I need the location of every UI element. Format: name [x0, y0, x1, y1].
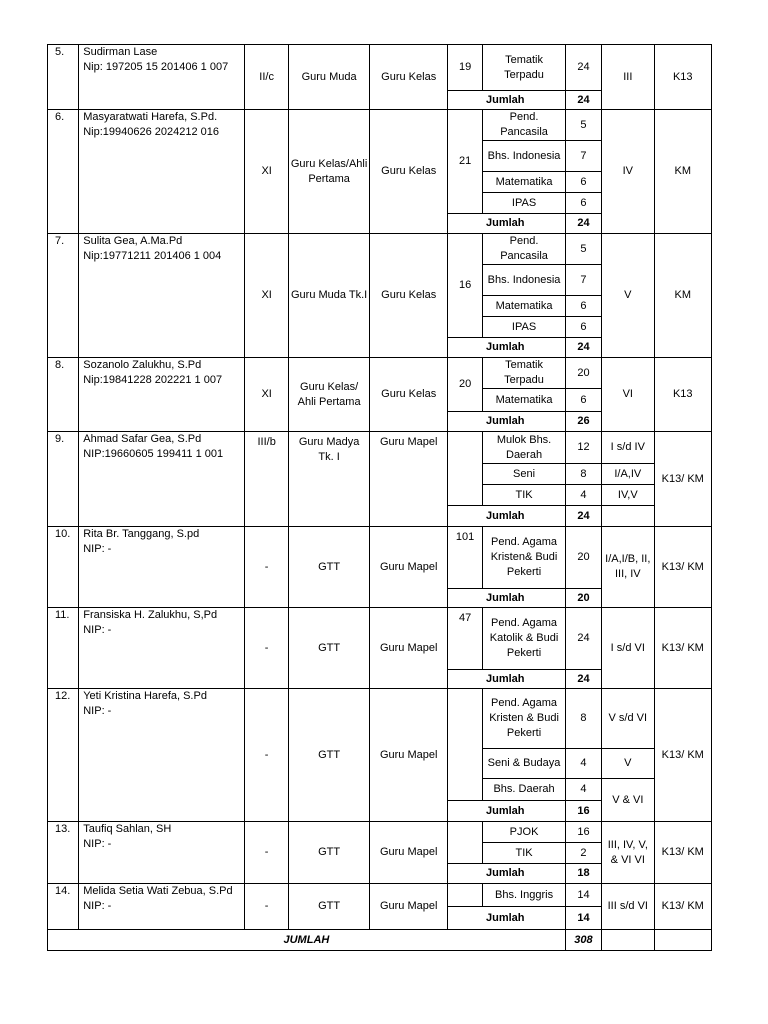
teacher-row — [48, 608, 712, 670]
subject-name: Seni & Budaya — [483, 749, 566, 779]
teacher-row — [48, 110, 712, 141]
teacher-row — [48, 822, 712, 843]
total-jam: 21 — [447, 110, 482, 214]
subject-hours: 6 — [565, 317, 601, 338]
jabatan: GTT — [288, 608, 370, 689]
grand-total-row — [48, 930, 712, 951]
jumlah-label: Jumlah — [447, 506, 565, 527]
teacher-name-cell — [79, 884, 245, 930]
subject-name: Tematik Terpadu — [483, 45, 566, 91]
jumlah-label: Jumlah — [447, 670, 565, 689]
teacher-row — [48, 432, 712, 464]
teacher-name: Yeti Kristina Harefa, S.Pd — [83, 690, 207, 702]
row-number: 14. — [48, 884, 79, 930]
row-number: 10. — [48, 527, 79, 608]
jumlah-label: Jumlah — [447, 801, 565, 822]
jumlah-value: 24 — [565, 91, 601, 110]
jumlah-label: Jumlah — [447, 589, 565, 608]
total-jam — [447, 432, 482, 506]
subject-name: Mulok Bhs. Daerah — [483, 432, 566, 464]
subject-hours: 6 — [565, 296, 601, 317]
subject-hours: 7 — [565, 265, 601, 296]
teacher-nip: Nip:19841228 202221 1 007 — [83, 374, 223, 386]
teacher-name-cell — [79, 358, 245, 432]
subject-name: Tematik Terpadu — [483, 358, 566, 389]
jabatan: Guru Muda — [288, 45, 370, 110]
row-number: 5. — [48, 45, 79, 110]
subject-hours: 8 — [565, 464, 601, 485]
jabatan: Guru Kelas/ Ahli Pertama — [288, 358, 370, 432]
jumlah-label: Jumlah — [447, 412, 565, 432]
golongan: - — [245, 608, 288, 689]
teacher-name-cell — [79, 689, 245, 822]
subject-name: Pend. Agama Katolik & Budi Pekerti — [483, 608, 566, 670]
subject-name: TIK — [483, 843, 566, 864]
total-jam: 19 — [447, 45, 482, 91]
teacher-name: Sulita Gea, A.Ma.Pd — [83, 235, 183, 247]
tugas: Guru Mapel — [370, 689, 448, 822]
kurikulum: K13/ KM — [654, 884, 712, 930]
teacher-row — [48, 527, 712, 589]
golongan: - — [245, 527, 288, 608]
subject-hours: 6 — [565, 172, 601, 193]
jumlah-label: Jumlah — [447, 214, 565, 234]
teacher-nip: NIP: - — [83, 900, 112, 912]
teacher-name: Melida Setia Wati Zebua, S.Pd — [83, 885, 233, 897]
golongan: XI — [245, 358, 288, 432]
subject-name: Pend. Pancasila — [483, 234, 566, 265]
subject-name: Bhs. Indonesia — [483, 141, 566, 172]
teacher-name: Sudirman Lase — [83, 46, 158, 58]
kelas: I s/d IV — [602, 432, 654, 464]
kelas: III — [602, 45, 654, 110]
subject-name: IPAS — [483, 317, 566, 338]
row-number: 8. — [48, 358, 79, 432]
tugas: Guru Mapel — [370, 822, 448, 884]
row-number: 12. — [48, 689, 79, 822]
jabatan: Guru Kelas/Ahli Pertama — [288, 110, 370, 234]
kelas: III, IV, V, & VI VI — [602, 822, 654, 884]
jumlah-label: Jumlah — [447, 338, 565, 358]
subject-hours: 24 — [565, 608, 601, 670]
subject-hours: 2 — [565, 843, 601, 864]
subject-hours: 5 — [565, 234, 601, 265]
row-number: 9. — [48, 432, 79, 527]
golongan: XI — [245, 110, 288, 234]
teacher-name: Masyaratwati Harefa, S.Pd. — [83, 111, 218, 123]
teacher-name-cell — [79, 432, 245, 527]
teacher-name: Fransiska H. Zalukhu, S,Pd — [83, 609, 218, 621]
total-jam: 47 — [447, 608, 482, 670]
tugas: Guru Mapel — [370, 884, 448, 930]
kelas: V — [602, 749, 654, 779]
teacher-name-cell — [79, 110, 245, 234]
subject-hours: 6 — [565, 193, 601, 214]
teacher-name: Taufiq Sahlan, SH — [83, 823, 172, 835]
jumlah-value: 24 — [565, 506, 601, 527]
teacher-name-cell — [79, 822, 245, 884]
kurikulum: K13 — [654, 358, 712, 432]
row-number: 7. — [48, 234, 79, 358]
jumlah-label: Jumlah — [447, 91, 565, 110]
subject-name: Pend. Agama Kristen& Budi Pekerti — [483, 527, 566, 589]
teacher-nip: NIP: - — [83, 838, 112, 850]
kurikulum: K13/ KM — [654, 689, 712, 822]
kurikulum: K13/ KM — [654, 527, 712, 608]
tugas: Guru Kelas — [370, 110, 448, 234]
subject-hours: 4 — [565, 779, 601, 801]
tugas: Guru Mapel — [370, 527, 448, 608]
jabatan: GTT — [288, 884, 370, 930]
subject-name: Pend. Pancasila — [483, 110, 566, 141]
teacher-nip: NIP: - — [83, 543, 112, 555]
tugas: Guru Mapel — [370, 608, 448, 689]
teacher-row — [48, 45, 712, 91]
total-jam: 20 — [447, 358, 482, 412]
kelas: VI — [602, 358, 654, 432]
teacher-name-cell — [79, 608, 245, 689]
teacher-row — [48, 884, 712, 907]
subject-name: Seni — [483, 464, 566, 485]
subject-name: Matematika — [483, 296, 566, 317]
subject-hours: 12 — [565, 432, 601, 464]
subject-hours: 7 — [565, 141, 601, 172]
teacher-nip: NIP: - — [83, 705, 112, 717]
jumlah-value: 24 — [565, 214, 601, 234]
subject-name: TIK — [483, 485, 566, 506]
row-number: 6. — [48, 110, 79, 234]
kurikulum: KM — [654, 234, 712, 358]
teacher-schedule-table — [47, 44, 712, 951]
teacher-nip: NIP:19660605 199411 1 001 — [83, 448, 224, 460]
subject-hours: 16 — [565, 822, 601, 843]
jumlah-value: 14 — [565, 907, 601, 930]
subject-hours: 8 — [565, 689, 601, 749]
jumlah-value: 18 — [565, 864, 601, 884]
subject-hours: 4 — [565, 485, 601, 506]
golongan: - — [245, 822, 288, 884]
golongan: XI — [245, 234, 288, 358]
teacher-row — [48, 358, 712, 389]
kelas: V & VI — [602, 779, 654, 822]
kelas: V — [602, 234, 654, 358]
jabatan: GTT — [288, 527, 370, 608]
grand-total-empty — [654, 930, 712, 951]
teacher-nip: Nip:19771211 201406 1 004 — [83, 250, 222, 262]
subject-hours: 6 — [565, 389, 601, 412]
grand-total-value: 308 — [565, 930, 601, 951]
subject-name: Bhs. Inggris — [483, 884, 566, 907]
teacher-name: Ahmad Safar Gea, S.Pd — [83, 433, 202, 445]
subject-name: Matematika — [483, 389, 566, 412]
jumlah-label: Jumlah — [447, 907, 565, 930]
kurikulum: K13 — [654, 45, 712, 110]
kelas: I/A,I/B, II, III, IV — [602, 527, 654, 608]
kurikulum: KM — [654, 110, 712, 234]
jabatan: Guru Muda Tk.I — [288, 234, 370, 358]
subject-hours: 20 — [565, 527, 601, 589]
kurikulum: K13/ KM — [654, 432, 712, 527]
teacher-nip: NIP: - — [83, 624, 112, 636]
jumlah-value: 24 — [565, 670, 601, 689]
subject-hours: 5 — [565, 110, 601, 141]
golongan: III/b — [245, 432, 288, 527]
total-jam: 16 — [447, 234, 482, 338]
kurikulum: K13/ KM — [654, 608, 712, 689]
row-number: 11. — [48, 608, 79, 689]
teacher-name-cell — [79, 234, 245, 358]
jabatan: GTT — [288, 822, 370, 884]
jumlah-value: 16 — [565, 801, 601, 822]
subject-hours: 20 — [565, 358, 601, 389]
golongan: - — [245, 884, 288, 930]
kelas: I s/d VI — [602, 608, 654, 689]
jumlah-value: 26 — [565, 412, 601, 432]
tugas: Guru Mapel — [370, 432, 448, 527]
tugas: Guru Kelas — [370, 234, 448, 358]
kelas: IV — [602, 110, 654, 234]
subject-name: Matematika — [483, 172, 566, 193]
teacher-nip: Nip:19940626 2024212 016 — [83, 126, 220, 138]
subject-hours: 14 — [565, 884, 601, 907]
subject-name: PJOK — [483, 822, 566, 843]
grand-total-empty — [602, 930, 654, 951]
jumlah-value: 24 — [565, 338, 601, 358]
kelas: III s/d VI — [602, 884, 654, 930]
subject-name: Bhs. Indonesia — [483, 265, 566, 296]
kurikulum: K13/ KM — [654, 822, 712, 884]
jumlah-value: 20 — [565, 589, 601, 608]
golongan: - — [245, 689, 288, 822]
teacher-name: Sozanolo Zalukhu, S.Pd — [83, 359, 202, 371]
golongan: II/c — [245, 45, 288, 110]
teacher-name-cell — [79, 527, 245, 608]
teacher-name: Rita Br. Tanggang, S.pd — [83, 528, 200, 540]
grand-total-label: JUMLAH — [48, 930, 566, 951]
total-jam — [447, 884, 482, 907]
tugas: Guru Kelas — [370, 45, 448, 110]
kelas: V s/d VI — [602, 689, 654, 749]
row-number: 13. — [48, 822, 79, 884]
total-jam — [447, 689, 482, 801]
tugas: Guru Kelas — [370, 358, 448, 432]
teacher-row — [48, 689, 712, 749]
total-jam — [447, 822, 482, 864]
subject-name: Pend. Agama Kristen & Budi Pekerti — [483, 689, 566, 749]
teacher-row — [48, 234, 712, 265]
jabatan: GTT — [288, 689, 370, 822]
subject-hours: 4 — [565, 749, 601, 779]
subject-name: Bhs. Daerah — [483, 779, 566, 801]
jumlah-label: Jumlah — [447, 864, 565, 884]
subject-name: IPAS — [483, 193, 566, 214]
teacher-name-cell — [79, 45, 245, 110]
jabatan: Guru Madya Tk. I — [288, 432, 370, 527]
teacher-nip: Nip: 197205 15 201406 1 007 — [83, 61, 229, 73]
total-jam: 101 — [447, 527, 482, 589]
kelas: IV,V — [602, 485, 654, 506]
kelas: I/A,IV — [602, 464, 654, 485]
subject-hours: 24 — [565, 45, 601, 91]
kelas — [602, 506, 654, 527]
